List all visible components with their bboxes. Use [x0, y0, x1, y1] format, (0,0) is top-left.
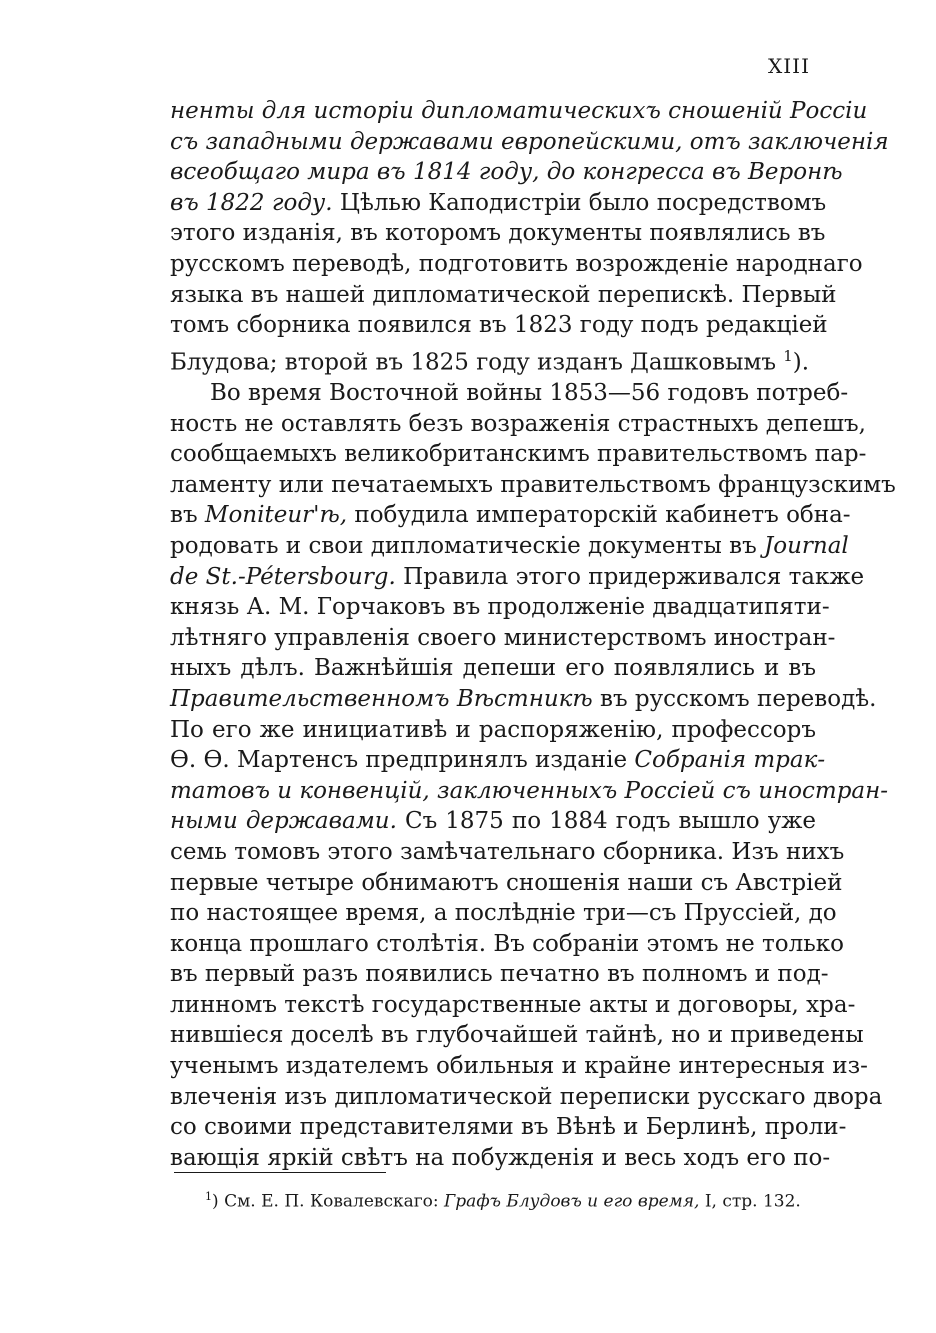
text-line: ность не оставлять безъ возраженія страстныхъ депешъ, — [170, 410, 866, 437]
text-line: въ первый разъ появились печатно въ полномъ и под- — [170, 961, 829, 988]
text-line: въ 1822 году. Цѣлью Каподистріи было посредствомъ — [170, 189, 827, 216]
text-line: вающія яркій свѣтъ на побужденія и весь ходъ его по- — [170, 1144, 831, 1171]
text-line: По его же инициативѣ и распоряженію, профессоръ — [170, 716, 816, 743]
text-line: Ѳ. Ѳ. Мартенсъ предпринялъ изданіе Собранія трак- — [170, 747, 826, 774]
text-line: князь А. М. Горчаковъ въ продолженіе двадцатипяти- — [170, 594, 830, 621]
text-line: ученымъ издателемъ обильныя и крайне интересныя из- — [170, 1053, 868, 1080]
text-line: ными державами. Съ 1875 по 1884 годъ вышло уже — [170, 808, 816, 835]
text-line: конца прошлаго столѣтія. Въ собраніи этомъ не только — [170, 930, 844, 957]
footnote-marker: 1 — [205, 1190, 213, 1203]
text-line: съ западными державами европейскими, отъ заключенія — [170, 128, 889, 155]
text-line: Во время Восточной войны 1853—56 годовъ потреб- — [210, 380, 849, 406]
text-line: de St.-Pétersbourg. Правила этого придерживался также — [170, 563, 865, 590]
footnote-divider — [174, 1172, 386, 1173]
text-line: этого изданія, въ которомъ документы появлялись въ — [170, 220, 826, 247]
text-line: въ Moniteur'ѣ, побудила императорскій кабинетъ обна- — [170, 502, 851, 529]
text-line: Правительственномъ Вѣстникѣ въ русскомъ переводѣ. — [170, 685, 877, 712]
text-line: нившіеся доселѣ въ глубочайшей тайнѣ, но и приведены — [170, 1022, 864, 1049]
text-line: Блудова; второй въ 1825 году изданъ Дашковымъ $^1$). — [170, 346, 810, 376]
text-line: томъ сборника появился въ 1823 году подъ редакціей — [170, 312, 828, 339]
text-line: со своими представителями въ Вѣнѣ и Берлинѣ, проли- — [170, 1114, 847, 1141]
text-line: ненты для исторіи дипломатическихъ сношеній Россіи — [170, 98, 868, 124]
text-line: татовъ и конвенцій, заключенныхъ Россіей съ иностран- — [170, 777, 889, 804]
text-line: ламенту или печатаемыхъ правительствомъ французскимъ — [170, 471, 896, 498]
page-number: XIII — [768, 54, 810, 78]
footnote-ref: 1 — [783, 346, 793, 365]
text-line: сообщаемыхъ великобританскимъ правительствомъ пар- — [170, 441, 867, 468]
text-line: линномъ текстѣ государственные акты и договоры, хра- — [170, 991, 856, 1018]
text-line: лѣтняго управленія своего министерствомъ иностран- — [170, 624, 836, 651]
text-line: языка въ нашей дипломатической перепискѣ. Первый — [170, 281, 837, 308]
text-line: первые четыре обнимаютъ сношенія наши съ Австріей — [170, 869, 843, 896]
text-line: по настоящее время, а послѣдніе три—съ Пруссіей, до — [170, 900, 837, 927]
text-line: русскомъ переводѣ, подготовить возрожденіе народнаго — [170, 250, 863, 277]
text-line: родовать и свои дипломатическіе документы въ Journal — [170, 532, 849, 559]
text-line: всеобщаго мира въ 1814 году, до конгресса въ Веронѣ — [170, 159, 843, 186]
text-line: влеченія изъ дипломатической переписки русскаго двора — [170, 1083, 883, 1110]
body-text — [170, 96, 896, 1173]
footnote: $^1$) См. Е. П. Ковалевскаго: Графъ Блудовъ и его время, I, стр. 132. — [205, 1190, 801, 1212]
text-line: семь томовъ этого замѣчательнаго сборника. Изъ нихъ — [170, 838, 845, 865]
text-line: ныхъ дѣлъ. Важнѣйшія депеши его появлялись и въ — [170, 655, 816, 682]
